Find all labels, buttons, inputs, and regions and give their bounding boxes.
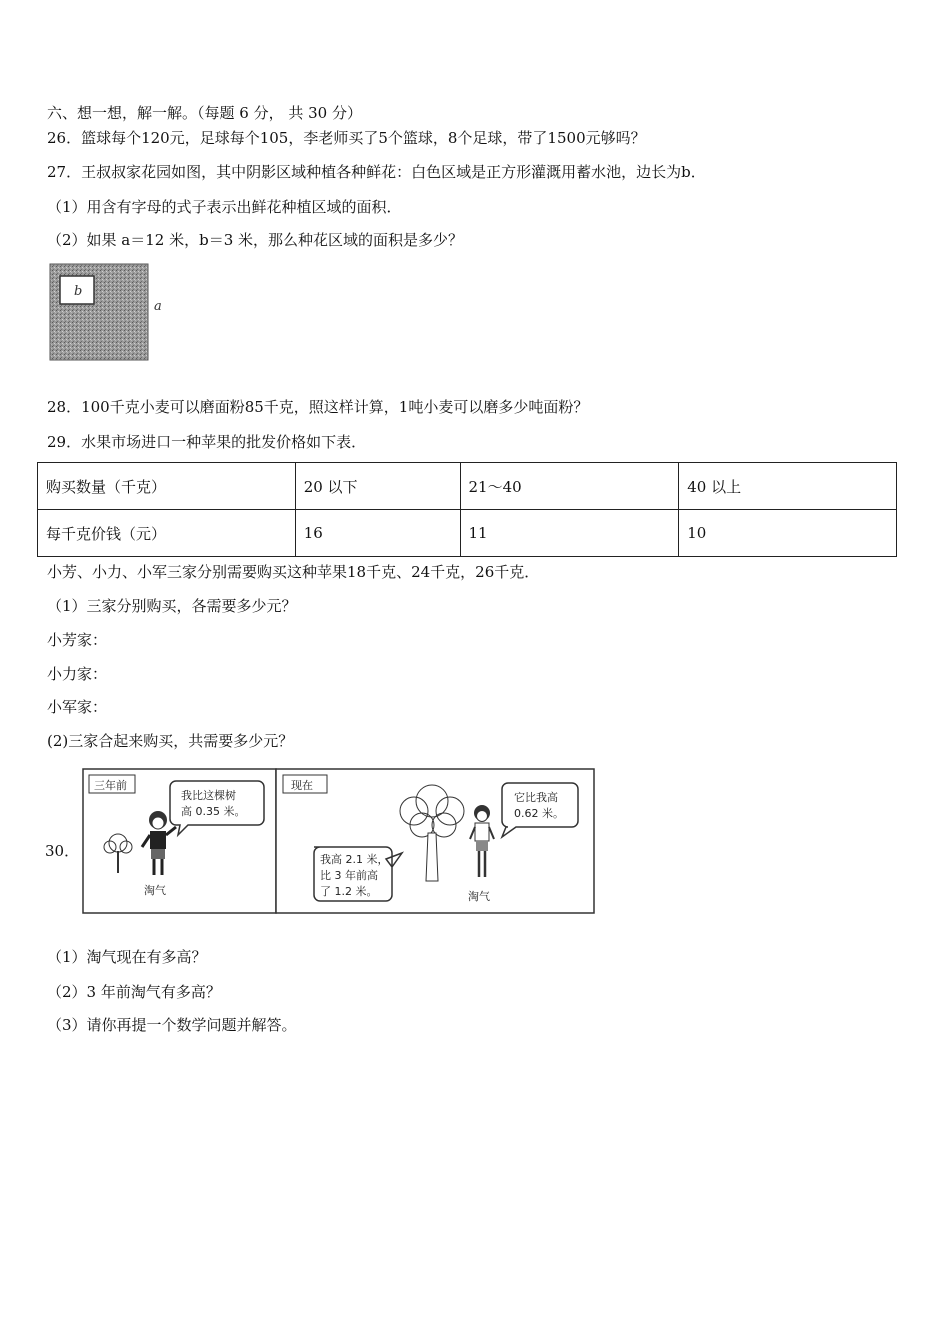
price-table: [37, 462, 897, 557]
xiaofang-answer: 小芳家：: [47, 631, 108, 649]
label-b: b: [74, 284, 83, 299]
question-29-part2: (2)三家合起来购买，共需要多少元？: [47, 732, 294, 750]
question-29-stem: 29．水果市场进口一种苹果的批发价格如下表．: [47, 433, 367, 451]
table-cell: 10: [679, 510, 897, 557]
bubble-left-line2: 高 0.35 米。: [181, 805, 246, 818]
question-29-part1: （1）三家分别购买，各需要多少元？: [47, 597, 297, 615]
bubble-now-line3: 了 1.2 米。: [320, 885, 378, 898]
table-cell: 40 以上: [679, 463, 897, 510]
comic-figure: [82, 763, 596, 917]
table-cell: 每千克价钱（元）: [38, 510, 296, 557]
table-row: [38, 463, 897, 510]
garden-figure: [48, 262, 178, 364]
question-27-part2: （2）如果 a＝12 米，b＝3 米，那么种花区域的面积是多少？: [47, 231, 464, 249]
panel-tag-now: 现在: [291, 779, 313, 792]
question-30-number: 30．: [45, 842, 80, 860]
question-26: 26．篮球每个120元，足球每个105，李老师买了5个篮球，8个足球，带了1500元够吗？: [47, 129, 646, 147]
table-cell: 购买数量（千克）: [38, 463, 296, 510]
question-28: 28．100千克小麦可以磨面粉85千克，照这样计算，1吨小麦可以磨多少吨面粉？: [47, 398, 589, 416]
table-cell: 16: [295, 510, 460, 557]
question-30-part1: （1）淘气现在有多高？: [47, 948, 207, 966]
question-29-info: 小芳、小力、小军三家分别需要购买这种苹果18千克、24千克，26千克．: [47, 563, 540, 581]
xiaojun-answer: 小军家：: [47, 698, 108, 716]
question-30-part2: （2）3 年前淘气有多高？: [47, 983, 221, 1001]
section-header: 六、想一想，解一解。（每题 6 分， 共 30 分）: [47, 104, 362, 122]
label-a: a: [154, 299, 162, 314]
question-30-part3: （3）请你再提一个数学问题并解答。: [47, 1016, 297, 1034]
panel-tag-three-years-ago: 三年前: [94, 779, 127, 792]
table-row: [38, 510, 897, 557]
bubble-now-line1: 我高 2.1 米，: [320, 853, 389, 866]
table-cell: 21～40: [460, 463, 679, 510]
bubble-now-line2: 比 3 年前高: [320, 869, 378, 882]
bubble-top-line2: 0.62 米。: [514, 807, 564, 820]
name-taoqi-right: 淘气: [468, 890, 490, 903]
bubble-top-line1: 它比我高: [514, 791, 558, 804]
question-27-part1: （1）用含有字母的式子表示出鲜花种植区域的面积．: [47, 198, 402, 216]
bubble-left-line1: 我比这棵树: [181, 789, 236, 802]
xiaoli-answer: 小力家：: [47, 665, 108, 683]
name-taoqi-left: 淘气: [144, 884, 166, 897]
table-cell: 11: [460, 510, 679, 557]
question-27-stem: 27．王叔叔家花园如图，其中阴影区域种植各种鲜花：白色区域是正方形灌溉用蓄水池，边长为b．: [47, 163, 706, 181]
table-cell: 20 以下: [295, 463, 460, 510]
